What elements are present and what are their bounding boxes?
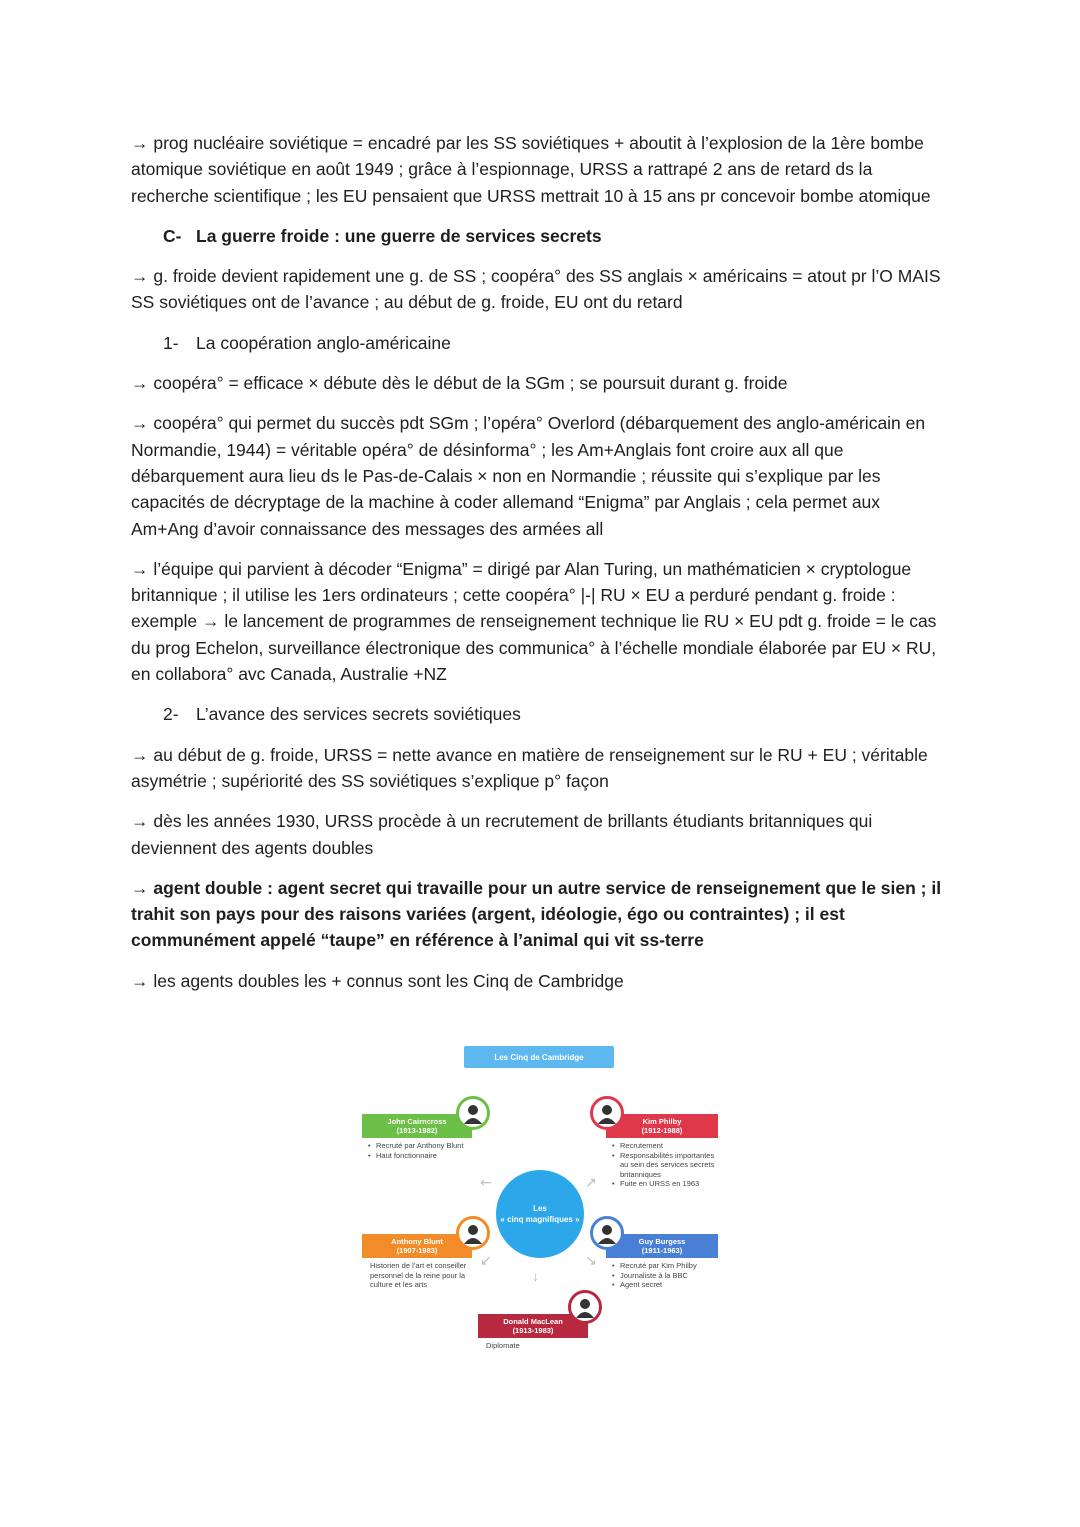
paragraph-double-agent-definition: → agent double : agent secret qui travaille pour un autre service de renseignement que le sien ; il trahit son pays pour des raisons variées (argent, idéologie, égo ou contraintes) ; il est communément appelé “taupe” en référence à l’animal qui vit ss-terre: [131, 877, 942, 951]
person-name: Guy Burgess: [638, 1237, 686, 1246]
paragraph-nuclear-program: → prog nucléaire soviétique = encadré par les SS soviétiques + aboutit à l’explosion de la 1ère bombe atomique soviétique en août 1949 ; grâce à l’espionnage, URSS a rattrapé 2 ans de retard ds la recherche scientifique ; les EU pensaient que URSS mettrait 10 à 15 ans pr concevoir bombe atomique: [131, 133, 931, 206]
person-dates: (1907-1983): [396, 1246, 438, 1255]
card-list: [606, 1261, 718, 1290]
person-dates: (1913-1982): [396, 1126, 438, 1135]
arrow-icon: ↘: [585, 1252, 597, 1268]
card-header: [362, 1114, 472, 1138]
arrow-icon: ↗: [585, 1174, 597, 1190]
paragraph-overlord: → coopéra° qui permet du succès pdt SGm ; l’opéra° Overlord (débarquement des anglo-américain en Normandie, 1944) = véritable opéra° de désinforma° ; les Am+Anglais font croire aux all que débarquement aura lieu ds le Pas-de-Calais × non en Normandie ; réussite qui s’explique par les capacités de décryptage de la machine à coder allemand “Enigma” par Anglais ; cela permet aux Am+Ang d’avoir connaissance des messages des armées all: [131, 413, 926, 539]
subsection-title: L’avance des services secrets soviétiques: [196, 704, 521, 725]
avatar: [456, 1216, 490, 1250]
person-dates: (1913-1983): [512, 1326, 554, 1335]
card-header: [362, 1234, 472, 1258]
avatar: [590, 1096, 624, 1130]
card-list: [362, 1141, 472, 1160]
diagram-title: Les Cinq de Cambridge: [464, 1046, 614, 1068]
avatar: [568, 1290, 602, 1324]
list-item: • Haut fonctionnaire: [368, 1151, 472, 1161]
person-name: Kim Philby: [642, 1117, 682, 1126]
card-blunt: [362, 1234, 472, 1290]
list-item: • Journaliste à la BBC: [612, 1271, 718, 1281]
section-heading-c: [163, 223, 951, 249]
list-item: • Fuite en URSS en 1963: [612, 1179, 718, 1189]
person-dates: (1912-1988): [641, 1126, 683, 1135]
person-name: Anthony Blunt: [391, 1237, 443, 1246]
center-circle: [496, 1170, 584, 1258]
paragraph-cold-war-secret-services: → g. froide devient rapidement une g. de SS ; coopéra° des SS anglais × américains = atout pr l’O MAIS SS soviétiques ont de l’avance ; au début de g. froide, EU ont du retard: [131, 266, 941, 313]
paragraph-enigma: → l’équipe qui parvient à décoder “Enigma” = dirigé par Alan Turing, un mathématicien × cryptologue britannique ; il utilise les 1ers ordinateurs ; cette coopéra° |-| RU × EU a perduré pendant g. froide : exemple → le lancement de programmes de renseignement technique lie RU × EU pdt g. froide = le cas du prog Echelon, surveillance électronique des communica° à l’échelle mondiale élaborée par EU × RU, en collabora° avc Canada, Australie +NZ: [131, 558, 937, 685]
card-text: Diplomate: [486, 1341, 520, 1350]
paragraph-soviet-advance: → au début de g. froide, URSS = nette avance en matière de renseignement sur le RU + EU ; véritable asymétrie ; supériorité des SS soviétiques s’explique p° façon: [131, 744, 928, 791]
card-maclean: [478, 1314, 588, 1351]
document-body: [131, 130, 951, 994]
paragraph-cooperation: → coopéra° = efficace × débute dès le début de la SGm ; se poursuit durant g. froide: [131, 373, 788, 394]
list-item: • Agent secret: [612, 1280, 718, 1290]
person-dates: (1911-1963): [641, 1246, 683, 1255]
section-number: C-: [163, 225, 182, 246]
subsection-heading-1: [163, 330, 951, 356]
paragraph-cambridge-five: → les agents doubles les + connus sont les Cinq de Cambridge: [131, 970, 624, 991]
cambridge-five-diagram: [360, 1044, 722, 1364]
card-burgess: [606, 1234, 718, 1290]
list-item: • Responsabilités importantes au sein des services secrets britanniques: [612, 1151, 718, 1180]
list-item: • Recrutement: [612, 1141, 718, 1151]
person-icon: [596, 1102, 618, 1124]
person-name: John Cairncross: [387, 1117, 447, 1126]
person-icon: [462, 1222, 484, 1244]
center-label-line2: « cinq magnifiques »: [500, 1215, 580, 1224]
avatar: [456, 1096, 490, 1130]
person-icon: [574, 1296, 596, 1318]
avatar: [590, 1216, 624, 1250]
arrow-icon: ↙: [480, 1252, 492, 1268]
list-item: • Recruté par Anthony Blunt: [368, 1141, 472, 1151]
section-title: La guerre froide : une guerre de services secrets: [196, 225, 602, 246]
subsection-title: La coopération anglo-américaine: [196, 332, 451, 353]
card-list: [606, 1141, 718, 1189]
subsection-number: 1-: [163, 332, 179, 353]
paragraph-recruitment: → dès les années 1930, URSS procède à un recrutement de brillants étudiants britanniques qui deviennent des agents doubles: [131, 811, 873, 858]
card-text: Historien de l’art et conseiller personnel de la reine pour la culture et les arts: [370, 1261, 467, 1290]
arrow-icon: ↓: [532, 1268, 539, 1284]
card-cairncross: [362, 1114, 472, 1160]
arrow-icon: ↖: [475, 1172, 496, 1192]
center-label-line1: Les: [533, 1204, 547, 1213]
subsection-number: 2-: [163, 704, 179, 725]
person-name: Donald MacLean: [503, 1317, 563, 1326]
person-icon: [462, 1102, 484, 1124]
subsection-heading-2: [163, 701, 951, 727]
person-icon: [596, 1222, 618, 1244]
card-philby: [606, 1114, 718, 1189]
list-item: • Recruté par Kim Philby: [612, 1261, 718, 1271]
